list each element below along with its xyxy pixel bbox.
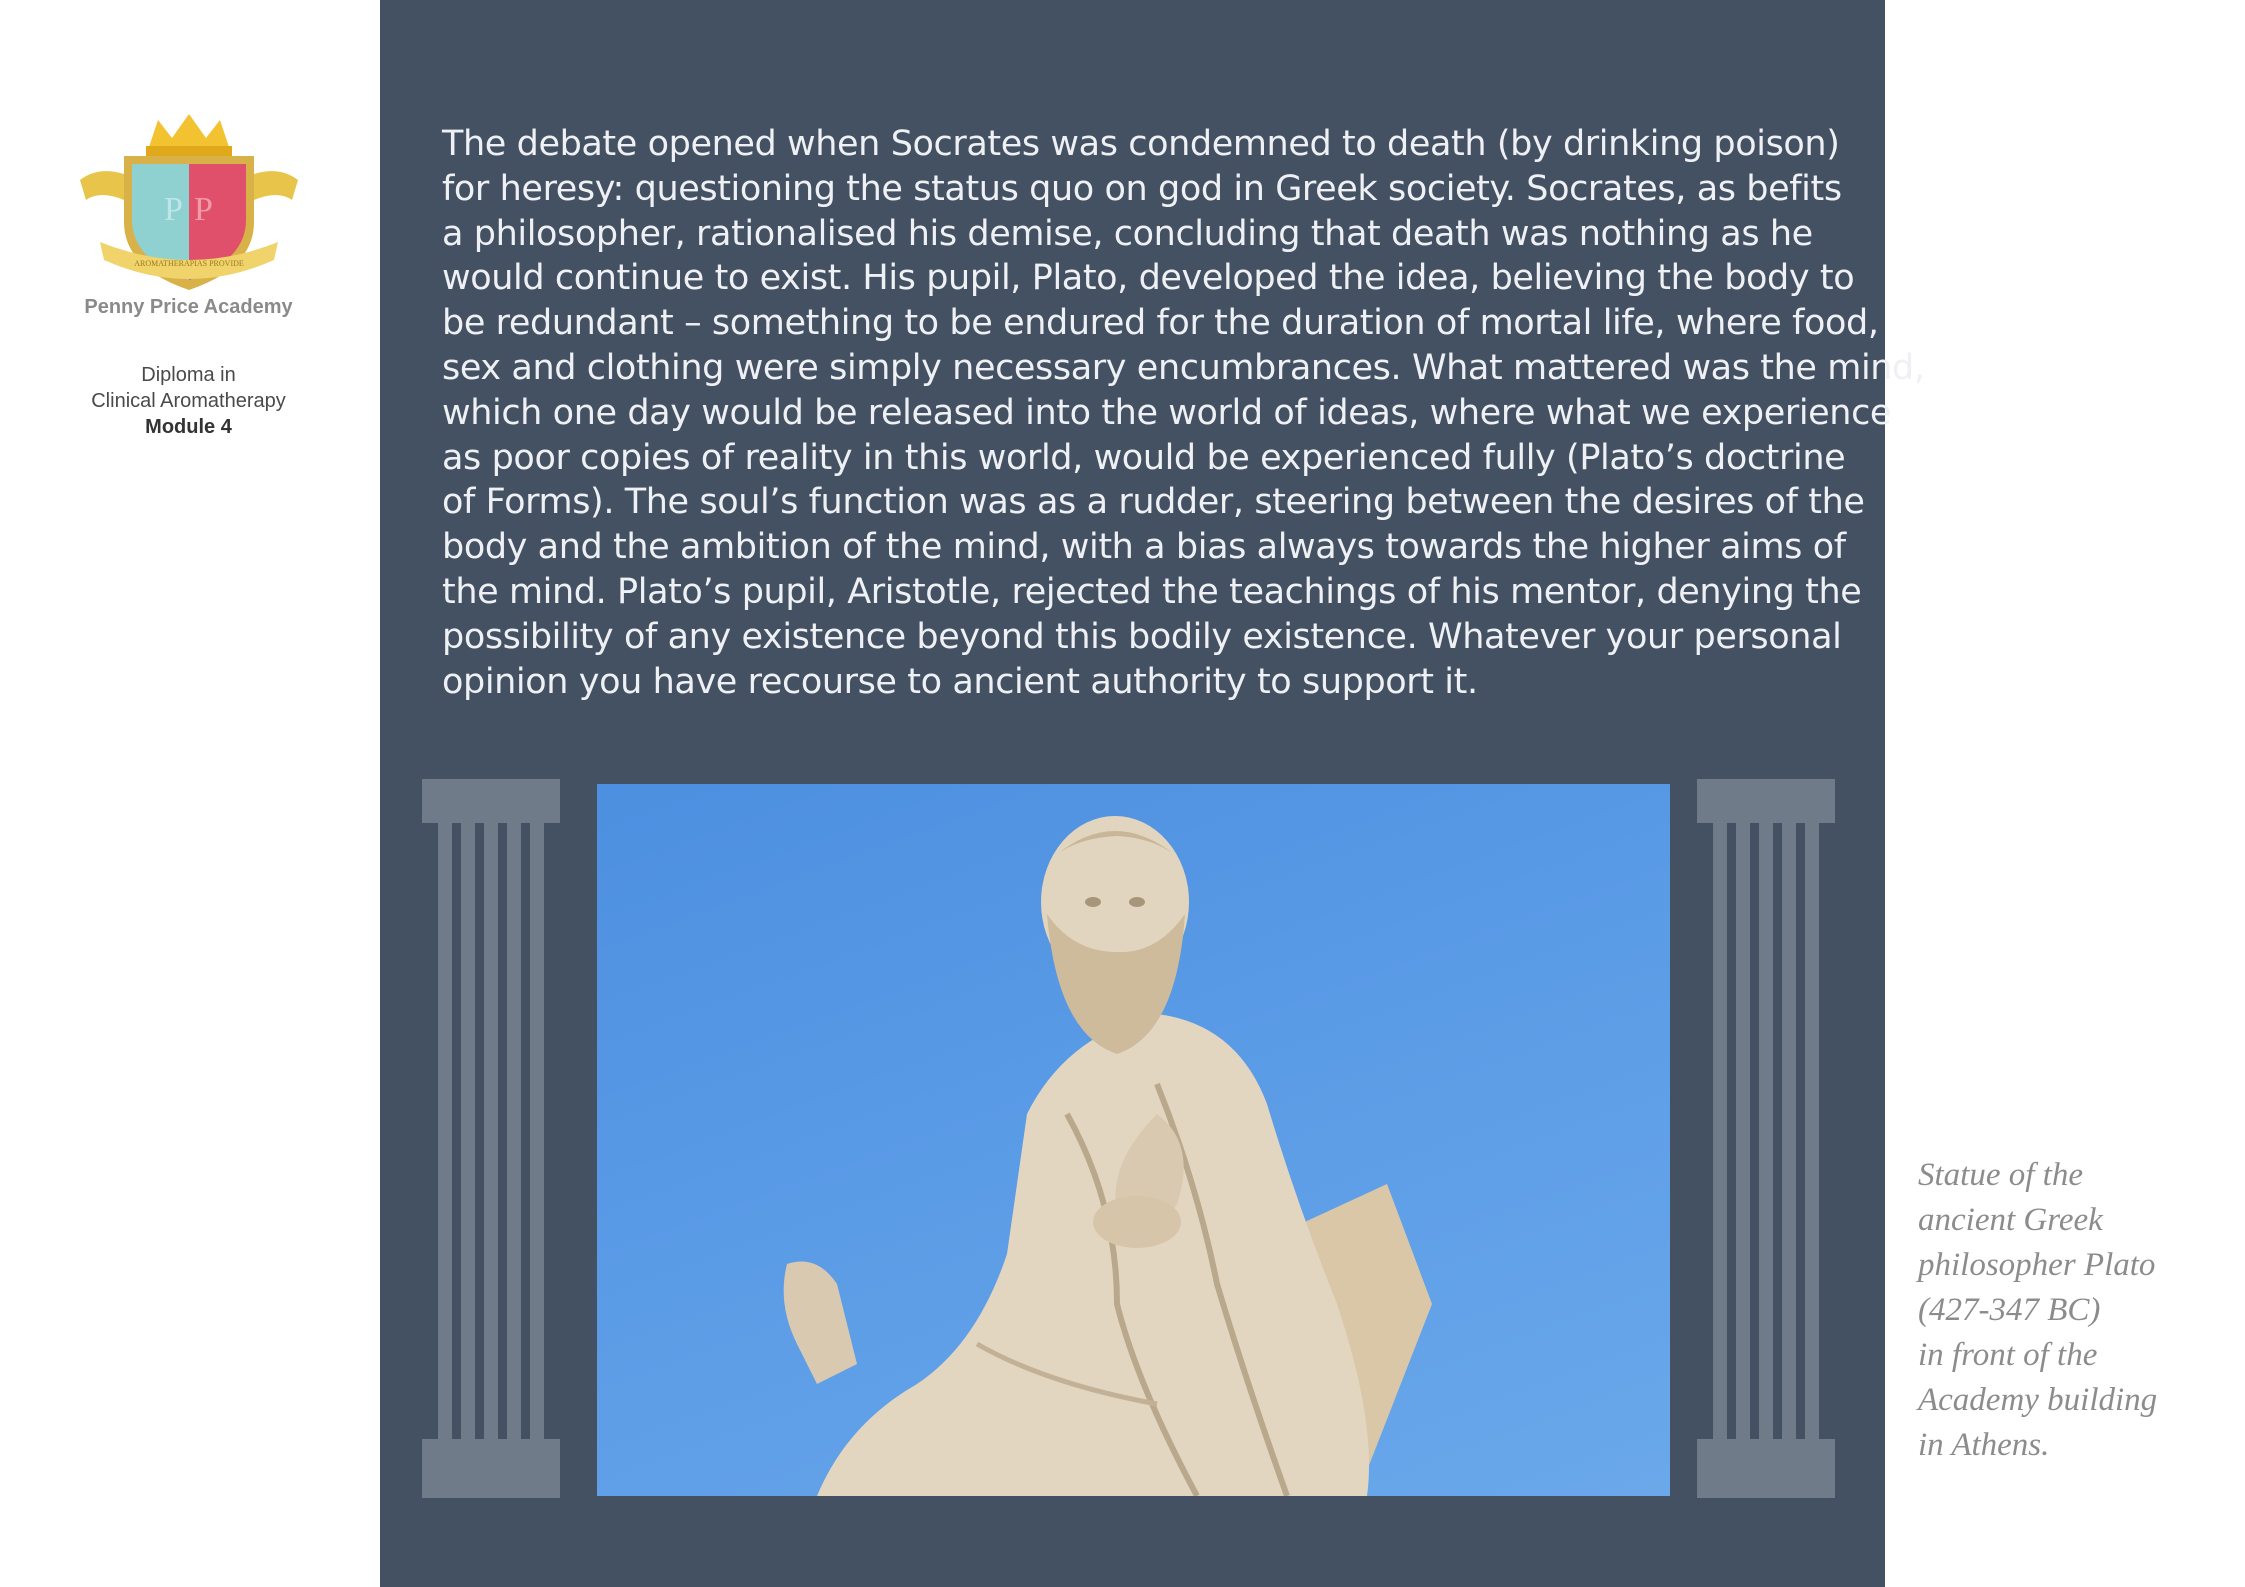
column-flute <box>438 823 452 1439</box>
paragraph-line: The debate opened when Socrates was condemned to death (by drinking poison) <box>442 124 1840 164</box>
plato-statue-photo <box>597 784 1670 1496</box>
column-capital <box>422 779 560 823</box>
course-line-1: Diploma in <box>141 364 236 386</box>
column-flute <box>507 823 521 1439</box>
column-flute <box>1736 823 1750 1439</box>
paragraph-line: of Forms). The soul’s function was as a rudder, steering between the desires of the <box>442 482 1865 523</box>
paragraph-line: possibility of any existence beyond this bodily existence. Whatever your personal <box>442 616 1842 657</box>
academy-crest-logo <box>78 110 300 300</box>
course-title <box>0 362 377 440</box>
column-flute <box>1805 823 1819 1439</box>
column-flute <box>1782 823 1796 1439</box>
sidebar <box>0 0 377 1587</box>
column-flute <box>484 823 498 1439</box>
column-flute <box>461 823 475 1439</box>
caption-line: in front of the <box>1918 1337 2098 1373</box>
statue-illustration <box>597 784 1670 1496</box>
svg-text:P: P <box>194 191 213 228</box>
caption-line: in Athens. <box>1918 1427 2050 1463</box>
content-panel <box>380 0 1925 1587</box>
paragraph-line: as poor copies of reality in this world, would be experienced fully (Plato’s doctrine <box>442 437 1846 478</box>
module-label: Module 4 <box>145 416 232 438</box>
left-column-decoration <box>422 779 560 1498</box>
paragraph-line: the mind. Plato’s pupil, Aristotle, rejected the teachings of his mentor, denying the <box>442 571 1862 612</box>
paragraph-line: which one day would be released into the world of ideas, where what we experience <box>442 392 1892 433</box>
caption-line: (427-347 BC) <box>1918 1292 2101 1328</box>
paragraph-line: sex and clothing were simply necessary encumbrances. What mattered was the mind, <box>442 347 1925 388</box>
column-flute <box>1713 823 1727 1439</box>
course-line-2: Clinical Aromatherapy <box>91 390 286 412</box>
paragraph-line: opinion you have recourse to ancient authority to support it. <box>442 661 1478 702</box>
caption-line: ancient Greek <box>1918 1202 2103 1238</box>
body-paragraph <box>442 122 1925 704</box>
column-flute <box>530 823 544 1439</box>
paragraph-line: a philosopher, rationalised his demise, concluding that death was nothing as he <box>442 213 1813 254</box>
right-column-decoration <box>1697 779 1835 1498</box>
caption-line: Statue of the <box>1918 1157 2083 1193</box>
crest-motto: AROMATHERAPIAS PROVIDE <box>134 259 244 268</box>
paragraph-line: be redundant – something to be endured for the duration of mortal life, where food, <box>442 303 1879 344</box>
photo-caption <box>1918 1153 2218 1468</box>
caption-line: philosopher Plato <box>1918 1247 2156 1283</box>
column-base <box>1697 1439 1835 1498</box>
column-base <box>422 1439 560 1498</box>
column-flute <box>1759 823 1773 1439</box>
paragraph-line: would continue to exist. His pupil, Plato, developed the idea, believing the body to <box>442 258 1855 299</box>
caption-line: Academy building <box>1918 1382 2158 1418</box>
column-capital <box>1697 779 1835 823</box>
paragraph-line: for heresy: questioning the status quo on god in Greek society. Socrates, as befits <box>442 168 1842 209</box>
paragraph-line: body and the ambition of the mind, with a bias always towards the higher aims of <box>442 527 1846 568</box>
svg-text:P: P <box>164 191 183 228</box>
academy-name: Penny Price Academy <box>84 296 293 318</box>
